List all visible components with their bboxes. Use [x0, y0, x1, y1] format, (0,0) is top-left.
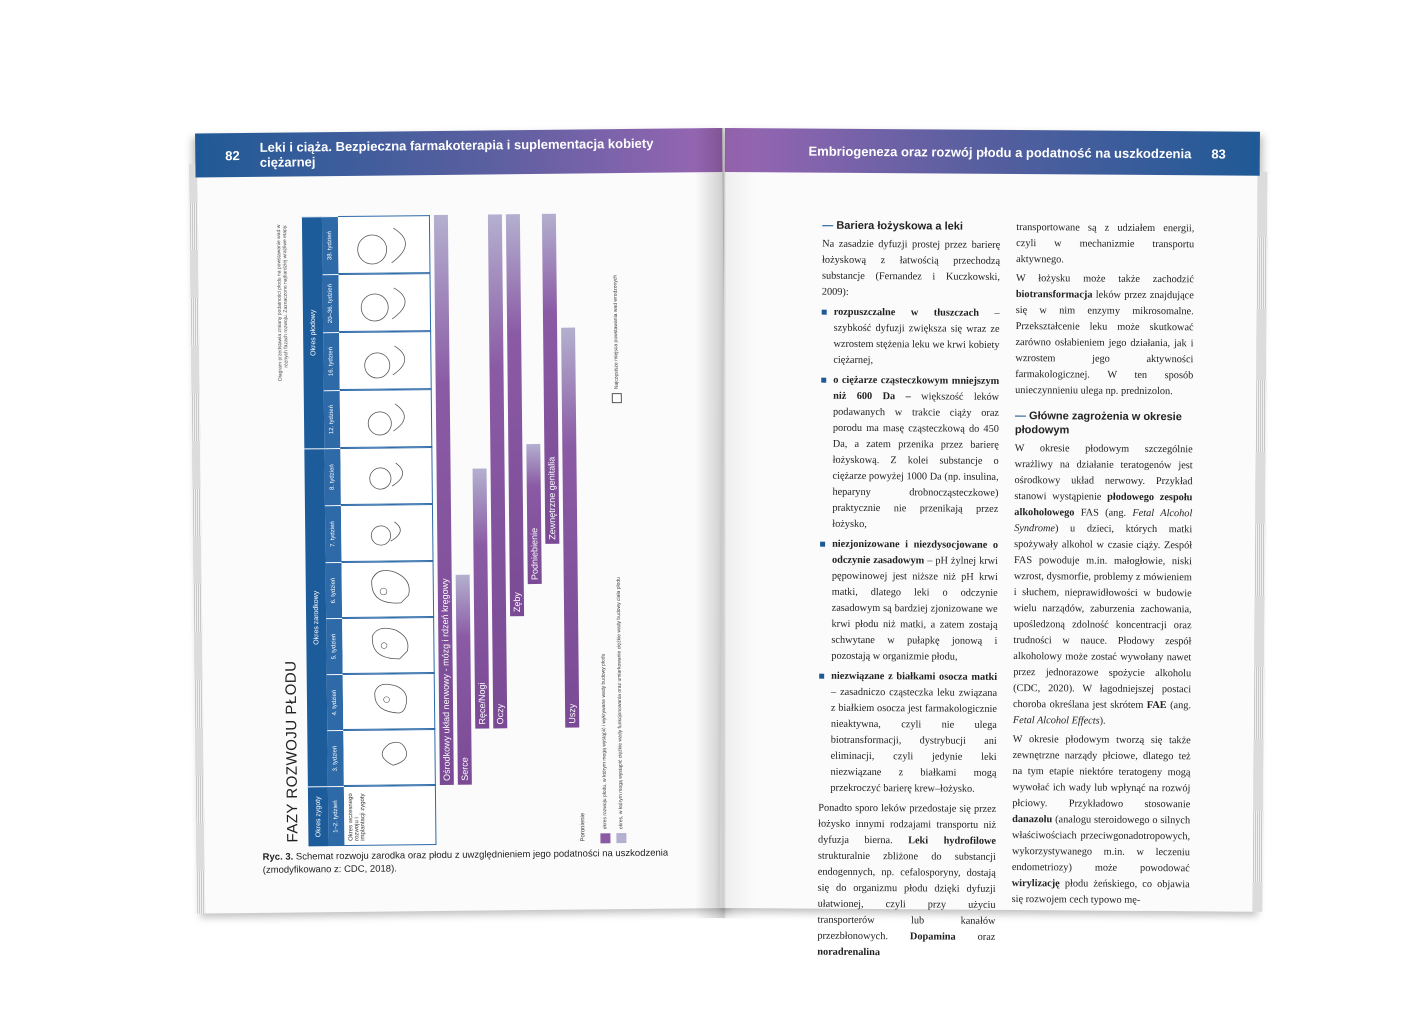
bar-cns: Ośrodkowy układ nerwowy - mózg i rdzeń kręgowy — [434, 215, 454, 785]
legend-text: okres rozwoju płodu, w którym mogą wystąpić i wykrywane wady budowy płodu — [600, 653, 609, 830]
embryo-illustration — [343, 673, 436, 730]
week-header: 38. tydzień — [322, 216, 339, 274]
left-page-header — [195, 128, 722, 178]
legend-item — [612, 423, 626, 843]
week-header: 6. tydzień — [326, 562, 343, 618]
legend-swatch — [600, 833, 610, 843]
week-header: 12. tydzień — [324, 390, 341, 448]
fetus-illustration — [339, 331, 432, 390]
right-page-header — [725, 128, 1260, 176]
fetus-illustration — [338, 215, 431, 274]
bar-heart: Serce — [456, 575, 472, 785]
week-header: 1–2. tydzień — [328, 786, 345, 846]
legend-item — [597, 483, 611, 843]
paragraph: Na zasadzie dyfuzji prostej przez barierę łożyskową z łatwością przechodzą substancje (Fernandez i Kuczkowski, 2009): — [821, 238, 1001, 298]
paragraph: W okresie płodowym tworzą się także zewnętrzne narządy płciowe, dlatego też na tym etapie niektóre teratogeny mogą wywołać ich wady lub wpłynąć na rozwój płciowy. Przykładowo stosowanie danazolu (analogu steroidowego o silnych właściwościach przeciwgonadotropowych, wykorzystywanego m.in. w leczeniu endometriozy) może powodować wirylizację płodu żeńskiego, co objawia się rozwojem cech typowo mę- — [1011, 734, 1191, 906]
week-header: 7. tydzień — [325, 505, 342, 562]
legend-text: okres, w którym mogą wystąpić ciężkie wady funkcjonowania oraz umiarkowanie ciężkie wady budowy ciała płodu — [615, 577, 625, 830]
week-header: 16. tydzień — [323, 332, 340, 390]
list-item: niezjonizowane i niezdysocjowane o odczynie zasadowym – pH żylnej krwi pępowinowej jest niższe niż pH krwi matki, dlatego leki o odczynie zasadowym są bardziej zjonizowane we krwi płodu niż matki, a zatem zostają schwytane w pułapkę jonową i pozostają w organizmie płodu, — [819, 537, 998, 666]
section-heading: — Główne zagrożenia w okresie płodowym — [1014, 410, 1182, 437]
caption-text: Schemat rozwoju zarodka oraz płodu z uwzględnieniem jego podatności na uszkodzenia (zmodyfikowano z: CDC, 2018). — [262, 847, 669, 876]
left-page — [195, 128, 731, 913]
figure-title: FAZY ROZWOJU PŁODU — [282, 660, 302, 843]
list-item: o ciężarze cząsteczkowym mniejszym niż 600 Da – większość leków podawanych w trakcie ciąży oraz porodu ma masę cząsteczkową do 450 Da, a zatem przenika przez barierę łożyskową. Z kolei substancje o ciężarze powyżej 1000 Da (np. insulina, heparyny drobnocząsteczkowe) praktycznie nie przenikają przez łożysko, — [820, 373, 999, 534]
bar-ears: Uszy — [561, 328, 579, 728]
phase-header: Okres zygoty — [308, 786, 329, 846]
bullet-list — [818, 305, 999, 798]
fetus-illustration — [340, 389, 433, 448]
text-column-2 — [1012, 220, 1195, 912]
figure-note: Diagram przedstawia zmiany podatności płodu na powstawanie wad w różnych fazach rozwoju. Zaznaczono najbardziej wrażliwe etapy. — [275, 224, 290, 381]
phase-header: Okres płodowy — [302, 216, 324, 448]
list-item: rozpuszczalne w tłuszczach – szybkość dyfuzji zwiększa się wraz ze wzrostem stężenia leku we krwi kobiety ciężarnej, — [821, 305, 999, 370]
right-page — [720, 128, 1260, 959]
embryo-illustration — [341, 504, 434, 562]
bar-teeth: Zęby — [506, 214, 524, 616]
paragraph: transportowane są z udziałem energii, czyli w mechanizmie transportu aktywnego. — [1016, 222, 1195, 266]
week-header: 4. tydzień — [327, 674, 344, 730]
week-header: 20–36. tydzień — [323, 274, 340, 332]
paragraph: W okresie płodowym szczególnie wrażliwy na działanie teratogenów jest ośrodkowy układ nerwowy. Przykład stanowi wystąpienie płodowego zespołu alkoholowego FAS (ang. Fetal Alcohol Syndrome) u dzieci, których matki spożywały alkohol w czasie ciąży. Zespół FAS powoduje m.in. małogłowie, niski wzrost, dysmorfie, problemy z mówieniem i słuchem, nieprawidłowości w budowie wielu narządów, zaburzenia zachowania, upośledzoną zdolność koncentracji oraz trudności w nauce. Płodowy zespół alkoholowy może zostać wywołany nawet przez jednorazowe spożycie alkoholu (CDC, 2020). W łagodniejszej postaci choroba określana jest skrótem FAE (ang. Fetal Alcohol Effects). — [1012, 443, 1193, 727]
phase-header: Okres zarodkowy — [304, 448, 328, 786]
week-header: 8. tydzień — [324, 448, 341, 505]
embryo-illustration — [342, 561, 435, 618]
open-book — [195, 128, 1265, 959]
paragraph: W łożysku może także zachodzić biotransformacja leków przez znajdujące się w nim enzymy mikrosomalne. Przekształcenie leku może skutkować zarówno osłabieniem jego działania, jak i wzrostem jego aktywności farmakologicznej. W ten sposób unieczynnieniu ulega np. prednizolon. — [1015, 273, 1194, 398]
page-number: 82 — [225, 147, 240, 163]
legend-text: Najczęstsze miejsca powstawania wad wrodzonych — [612, 274, 620, 390]
figure-caption — [263, 846, 683, 876]
legend-item — [610, 223, 622, 403]
legend-swatch — [616, 833, 626, 843]
caption-label: Ryc. 3. — [262, 851, 294, 863]
running-title: Leki i ciąża. Bezpieczna farmakoterapia i suplementacja kobiety ciężarnej — [259, 135, 654, 170]
bar-eyes: Oczy — [488, 214, 507, 728]
page-edge — [189, 164, 205, 914]
page-number: 83 — [1211, 145, 1226, 161]
paragraph: Ponadto sporo leków przedostaje się przez łożysko innymi rodzajami transportu niż dyfuzja bierna. Leki hydrofilowe strukturalnie zbliżone do substancji endogennych, np. cefalosporyny, dostają się do organizmu płodu dzięki dyfuzji ułatwionej, czyli przy użyciu transporterów lub kanałów przezbłonowych. Dopamina oraz noradrenalina — [817, 802, 997, 959]
section-heading: — Bariera łożyskowa a leki — [822, 219, 963, 233]
fetus-illustration — [339, 273, 432, 332]
poronienie-label: Poronienie — [580, 812, 587, 842]
list-item: niezwiązane z białkami osocza matki – zasadniczo cząsteczka leku związana z białkiem osocza jest farmakologicznie nieaktywna, czyli nie ulega biotransformacji, dystrybucji ani eliminacji, czyli jedynie leki niezwiązane z białkami mogą przekroczyć barierę krew–łożysko. — [818, 669, 997, 798]
bar-palate: Podniebienie — [526, 444, 541, 584]
bar-limbs: Ręce/Nogi — [473, 468, 490, 728]
embryo-illustration — [340, 447, 433, 505]
embryo-illustration — [343, 729, 436, 786]
text-column-1 — [817, 219, 1000, 965]
page-edge — [1253, 172, 1268, 912]
zygote-cell: Okres wczesnego rozwoju i implantacji zygoty — [344, 785, 437, 846]
week-header: 3. tydzień — [327, 730, 344, 786]
legend-swatch — [612, 393, 622, 403]
running-title: Embriogeneza oraz rozwój płodu a podatność na uszkodzenia — [808, 143, 1192, 161]
embryo-illustration — [342, 617, 435, 674]
figure-container — [274, 213, 656, 847]
bar-genitals: Zewnętrzne genitalia — [542, 214, 559, 544]
development-chart — [274, 213, 656, 847]
week-header: 5. tydzień — [326, 618, 343, 674]
